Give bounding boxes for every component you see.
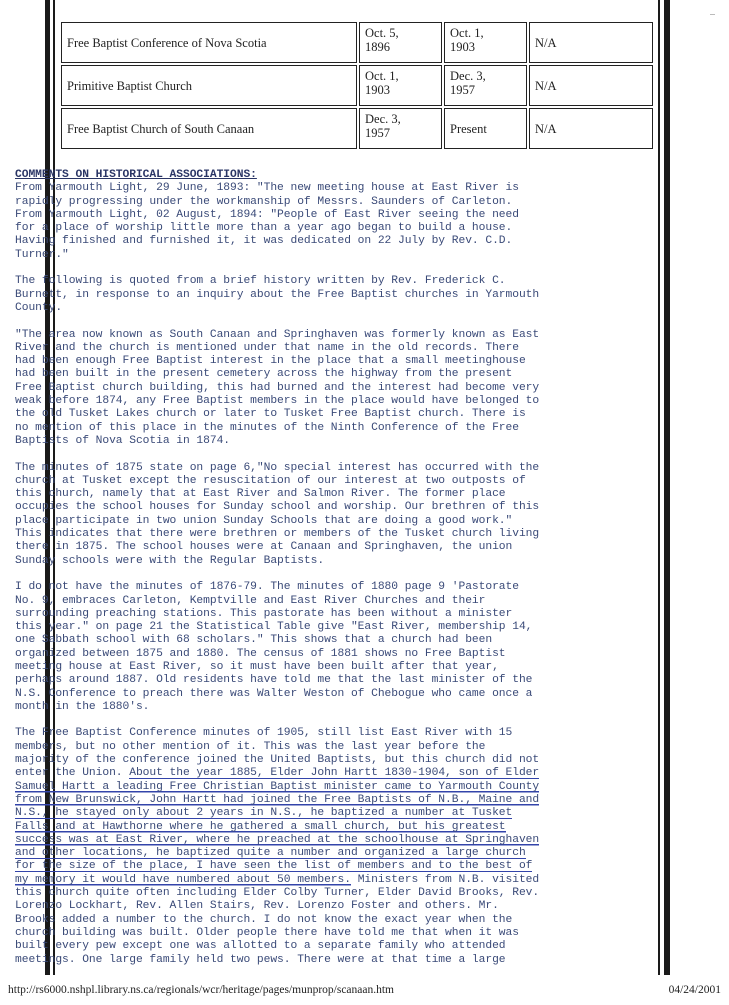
- association-start-date: Oct. 5, 1896: [359, 22, 442, 63]
- association-name: Free Baptist Conference of Nova Scotia: [61, 22, 357, 63]
- comment-paragraph-east-river-history: "The area now known as South Canaan and Springhaven was formerly known as East River and the church is mentioned under that name in the old records. There had been enough Free Baptist interest in the place that a small meetinghouse had been built in the present cemetery across the highway from the present Free Baptist church building, this had burned and the interest had become very weak before 1874, any Free Baptist members in the place would have belonged to the old Tusket Lakes church or later to Tusket Free Baptist church. There is no mention of this place in the minutes of the Ninth Conference of the Free Baptists of Nova Scotia in 1874.: [15, 328, 540, 447]
- comment-paragraph-burnett-intro: The following is quoted from a brief history written by Rev. Frederick C. Burnett, in response to an inquiry about the Free Baptist churches in Yarmouth County.: [15, 275, 540, 314]
- handwritten-underline-passage: About the year 1885, Elder John Hartt 1830-1904, son of Elder Samuel Hartt a leading Free Christian Baptist minister came to Yarmouth County from New Brunswick, John Hartt had joined the Free Baptists of N.B., Maine and N.S., he stayed only about 2 years in N.S., he baptized a number at Tusket Falls and at Hawthorne where he gathered a small church, but his greatest success was at East River, where he preached at the schoolhouse at Springhaven and other locations, he baptized quite a number and organized a large church for the size of the place, I have seen the list of members and to the best of my memory it would have numbered about 50 members.: [15, 767, 540, 886]
- comment-paragraph-yarmouth-light: From Yarmouth Light, 29 June, 1893: "The new meeting house at East River is rapidly progressing under the workmanship of Messrs. Saunders of Carleton. From Yarmouth Light, 02 August, 1894: "People of East River seeing the need for a place of worship little more than a year ago began to build a house. Having finished and furnished it, it was dedicated on 22 July by Rev. C.D. Turner.": [15, 182, 519, 261]
- association-end-date: Present: [444, 108, 527, 149]
- frame-border-right-outer: [664, 0, 670, 975]
- association-status: N/A: [529, 65, 653, 106]
- print-date: 04/24/2001: [668, 984, 721, 996]
- comment-paragraph-minutes-1875: The minutes of 1875 state on page 6,"No special interest has occurred with the church at Tusket except the resuscitation of our interest at two outposts of this church, namely that at East River and Salmon River. The former place occupies the school houses for Sunday school and worship. Our brethren of this place participate in two union Sunday Schools that are doing a good work." This indicates that there were brethren or members of the Tusket church living there in 1875. The school houses were at Canaan and Springhaven, the union Sunday schools were with the Regular Baptists.: [15, 461, 540, 567]
- comments-section: [15, 169, 615, 980]
- association-end-date: Dec. 3, 1957: [444, 65, 527, 106]
- table-row: [61, 108, 653, 149]
- association-name: Free Baptist Church of South Canaan: [61, 108, 357, 149]
- association-status: N/A: [529, 108, 653, 149]
- table-row: [61, 22, 653, 63]
- print-footer: [8, 982, 721, 1000]
- text-segment: The Free Baptist Conference minutes of 1905, still list East River with 15 members, but no other mention of it. This was the last year before the majority of the conference joined the United Baptists, but this church did not enter the Union.: [15, 727, 540, 780]
- association-end-date: Oct. 1, 1903: [444, 22, 527, 63]
- association-start-date: Oct. 1, 1903: [359, 65, 442, 106]
- association-status: N/A: [529, 22, 653, 63]
- comment-paragraph-minutes-1880: I do not have the minutes of 1876-79. The minutes of 1880 page 9 'Pastorate No. 9, embraces Carleton, Kemptville and East River Churches and their surrounding preaching stations. This pastorate has been without a minister this year." on page 21 the Statistical Table give "East River, membership 14, one Sabbath school with 68 scholars." This shows that a church had been organized between 1875 and 1880. The census of 1881 shows no Free Baptist meeting house at East River, so it must have been built after that year, perhaps around 1887. Old residents have told me that the last minister of the N.S. Conference to preach there was Walter Weston of Chebogue who came once a month in the 1880's.: [15, 581, 533, 713]
- comments-heading: COMMENTS ON HISTORICAL ASSOCIATIONS:: [15, 169, 257, 181]
- scan-mark: [710, 14, 715, 15]
- table-row: [61, 65, 653, 106]
- association-name: Primitive Baptist Church: [61, 65, 357, 106]
- page-url: http://rs6000.nshpl.library.ns.ca/regionals/wcr/heritage/pages/munprop/scanaan.htm: [8, 984, 395, 996]
- text-segment: Ministers from N.B. visited this church quite often including Elder Colby Turner, Elder David Brooks, Rev. Lorenzo Lockhart, Rev. Allen Stairs, Rev. Lorenzo Foster and others. Mr. Brooks added a number to the church. I do not know the exact year when the church building was built. Older people there have told me that when it was built every pew except one was allotted to a separate family who attended meetings. One large family held two pews. There were at that time a large: [15, 873, 540, 966]
- frame-border-right-inner: [658, 0, 660, 975]
- comment-paragraph-hartt: [15, 727, 615, 966]
- associations-table: [59, 20, 655, 151]
- association-start-date: Dec. 3, 1957: [359, 108, 442, 149]
